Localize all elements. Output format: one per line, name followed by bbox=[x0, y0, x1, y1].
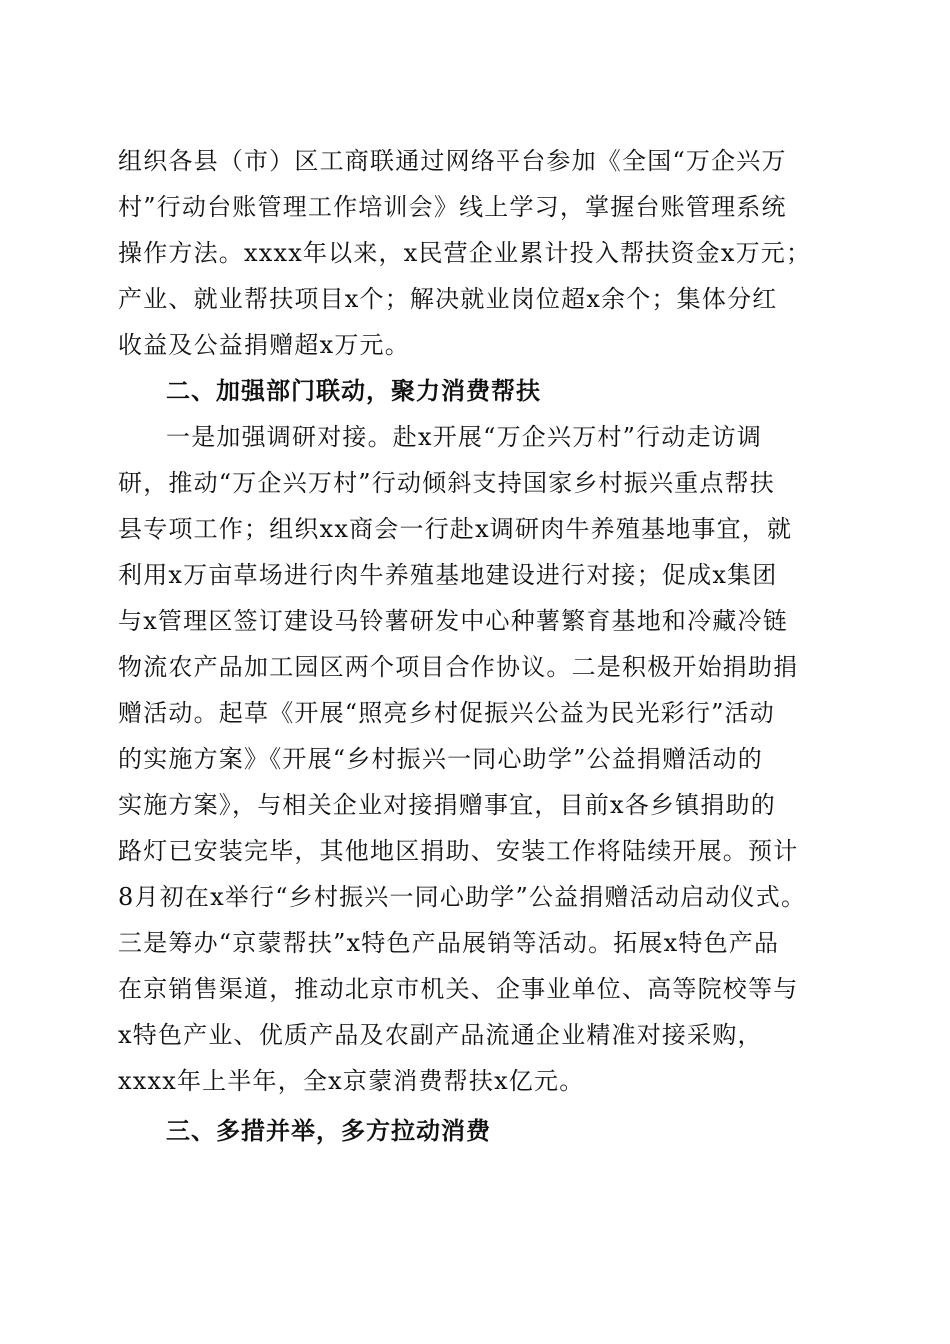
text-line: 赠活动。起草《开展“照亮乡村促振兴公益为民光彩行”活动 bbox=[118, 699, 775, 727]
paragraph-1 bbox=[118, 138, 830, 368]
text-line: 的实施方案》《开展“乡村振兴一同心助学”公益捐赠活动的 bbox=[118, 745, 763, 773]
text-line: 8月初在x举行“乡村振兴一同心助学”公益捐赠活动启动仪式。 bbox=[118, 883, 807, 911]
text-line: 县专项工作；组织xx商会一行赴x调研肉牛养殖基地事宜，就 bbox=[118, 515, 793, 543]
text-line: 实施方案》，与相关企业对接捐赠事宜，目前x各乡镇捐助的 bbox=[118, 791, 776, 819]
section-heading-3: 三、多措并举，多方拉动消费 bbox=[166, 1117, 491, 1145]
text-line: 操作方法。xxxx年以来，x民营企业累计投入帮扶资金x万元； bbox=[118, 239, 812, 267]
text-line: 研，推动“万企兴万村”行动倾斜支持国家乡村振兴重点帮扶 bbox=[118, 469, 775, 497]
text-line: 村”行动台账管理工作培训会》线上学习，掌握台账管理系统 bbox=[118, 193, 787, 221]
text-line: 路灯已安装完毕，其他地区捐助、安装工作将陆续开展。预计 bbox=[118, 837, 799, 865]
text-line: 三是筹办“京蒙帮扶”x特色产品展销等活动。拓展x特色产品 bbox=[118, 929, 780, 957]
paragraph-2 bbox=[118, 414, 830, 1104]
section-heading-2: 二、加强部门联动，聚力消费帮扶 bbox=[166, 377, 541, 405]
text-line: 一是加强调研对接。赴x开展“万企兴万村”行动走访调 bbox=[166, 423, 763, 451]
text-line: x特色产业、优质产品及农副产品流通企业精准对接采购， bbox=[118, 1021, 763, 1049]
text-line: 物流农产品加工园区两个项目合作协议。二是积极开始捐助捐 bbox=[118, 653, 799, 681]
text-line: 收益及公益捐赠超x万元。 bbox=[118, 331, 410, 359]
text-line: 组织各县（市）区工商联通过网络平台参加《全国“万企兴万 bbox=[118, 147, 787, 175]
text-line: 与x管理区签订建设马铃薯研发中心种薯繁育基地和冷藏冷链 bbox=[118, 607, 788, 635]
text-line: 产业、就业帮扶项目x个；解决就业岗位超x余个；集体分红 bbox=[118, 285, 778, 313]
document-body bbox=[118, 138, 830, 1154]
text-line: xxxx年上半年，全x京蒙消费帮扶x亿元。 bbox=[118, 1067, 585, 1095]
text-line: 利用x万亩草场进行肉牛养殖基地建设进行对接；促成x集团 bbox=[118, 561, 778, 589]
text-line: 在京销售渠道，推动北京市机关、企事业单位、高等院校等与 bbox=[118, 975, 799, 1003]
